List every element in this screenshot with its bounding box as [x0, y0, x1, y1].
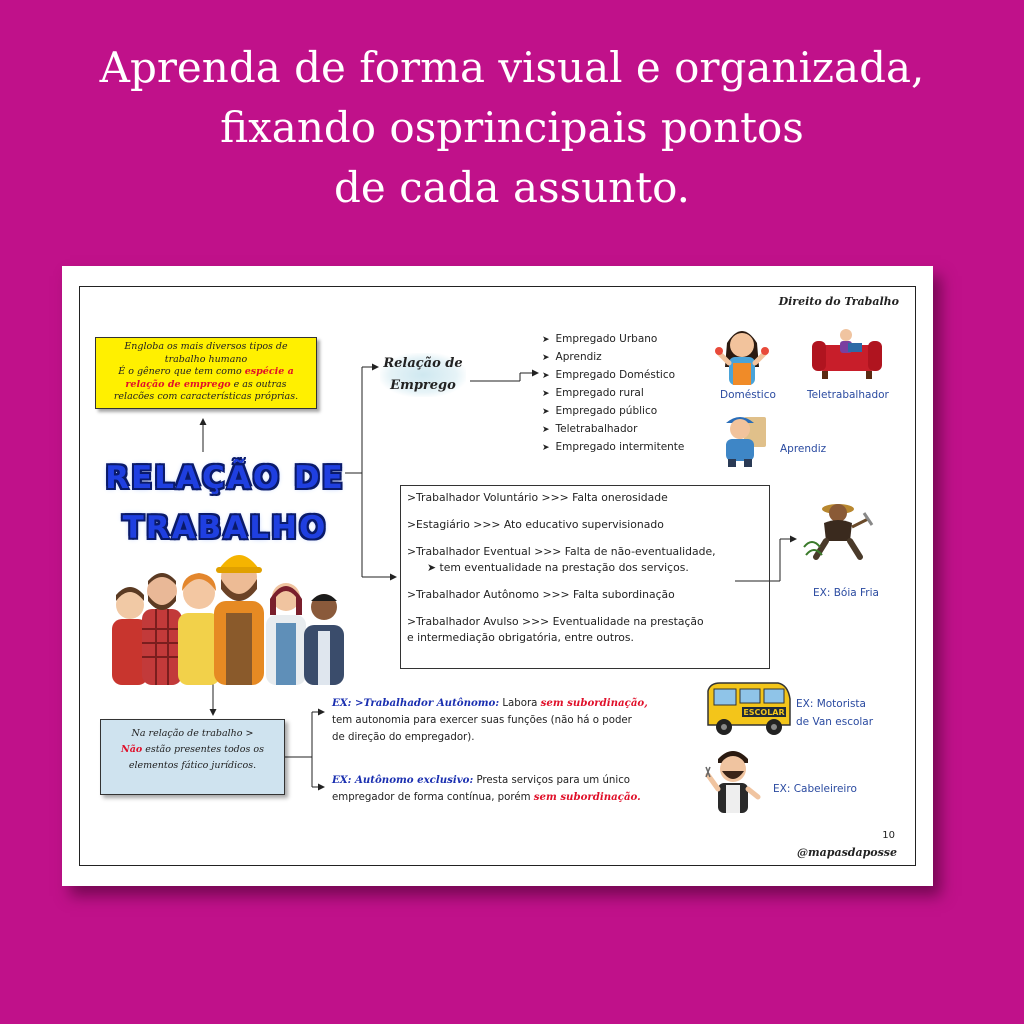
estagiario: >Estagiário >>> Ato educativo supervisionado — [407, 518, 664, 531]
subject-label: Direito do Trabalho — [778, 295, 899, 308]
list-item: ➤ Empregado rural — [542, 385, 684, 403]
definition-line-1: Engloba os mais diversos tipos de — [124, 341, 288, 352]
caption-aprendiz: Aprendiz — [780, 443, 827, 455]
page-number: 10 — [882, 830, 895, 841]
example-2-lead: EX: Autônomo exclusivo: — [332, 774, 474, 786]
school-van-illustration — [702, 679, 794, 741]
definition-box — [95, 337, 317, 409]
trabalhador-autonomo: >Trabalhador Autônomo >>> Falta subordinação — [407, 588, 675, 601]
main-title-line-2: TRABALHO — [122, 510, 328, 546]
example-2-text-b: empregador de forma contínua, porém — [332, 792, 534, 803]
emprego-label-line-1: Relação de — [383, 356, 463, 371]
note-line-3: elementos fático jurídicos. — [128, 760, 257, 771]
definition-line-5: relacões com características próprias. — [113, 391, 299, 402]
teleworker-illustration — [812, 327, 882, 379]
headline-line-1: Aprenda de forma visual e organizada, — [99, 43, 925, 92]
list-item: ➤ Teletrabalhador — [542, 421, 684, 439]
headline-line-3: de cada assunto. — [334, 163, 690, 212]
definition-line-4a: relação de emprego — [125, 378, 231, 390]
caption-boia-fria: EX: Bóia Fria — [813, 587, 879, 599]
trabalhador-eventual: >Trabalhador Eventual >>> Falta de não-eventualidade, — [407, 545, 716, 558]
note-line-2a: Não — [121, 744, 143, 755]
note-line-1: Na relação de trabalho > — [131, 728, 254, 739]
trabalhadores-box — [400, 485, 770, 669]
caption-motorista-line-1: EX: Motorista — [796, 698, 866, 710]
headline — [0, 38, 1024, 218]
eventual-sub-text: tem eventualidade na prestação dos serviços. — [439, 561, 689, 574]
example-2-text-a: Presta serviços para um único — [473, 775, 631, 786]
caption-cabeleireiro: EX: Cabeleireiro — [773, 783, 857, 795]
caption-motorista — [796, 695, 873, 731]
definition-line-2: trabalho humano — [164, 353, 248, 365]
mind-map-page — [79, 286, 916, 866]
arrow-icon: ➤ — [427, 561, 440, 574]
headline-line-2: fixando osprincipais pontos — [220, 103, 804, 152]
example-2-highlight: sem subordinação. — [533, 791, 641, 803]
note-line-2b: estão presentes todos os — [142, 744, 264, 755]
trabalhador-avulso-cont: e intermediação obrigatória, entre outros. — [407, 631, 634, 644]
caption-teletrabalhador: Teletrabalhador — [807, 389, 889, 401]
list-item: ➤ Empregado Urbano — [542, 331, 684, 349]
example-autonomo — [332, 695, 692, 746]
list-item: ➤ Empregado público — [542, 403, 684, 421]
mind-map-card — [62, 266, 933, 886]
van-sign: ESCOLAR — [743, 708, 785, 717]
apprentice-illustration — [714, 409, 768, 467]
list-item: ➤ Empregado intermitente — [542, 439, 684, 457]
example-1-line-2: tem autonomia para exercer suas funções (não há o poder — [332, 715, 632, 726]
definition-line-4b: e as outras — [230, 378, 287, 390]
main-title — [100, 453, 350, 553]
emprego-list — [542, 331, 684, 457]
example-autonomo-exclusivo — [332, 772, 712, 806]
domestic-worker-illustration — [713, 323, 771, 389]
workers-illustration — [98, 539, 360, 685]
caption-domestico: Doméstico — [720, 389, 776, 401]
caption-motorista-line-2: de Van escolar — [796, 716, 874, 728]
author-handle: @mapasdaposse — [796, 846, 897, 859]
trabalhador-voluntario: >Trabalhador Voluntário >>> Falta onerosidade — [407, 491, 668, 504]
example-1-text-a: Labora — [499, 698, 541, 709]
trabalhador-eventual-detail — [427, 560, 763, 576]
example-1-highlight: sem subordinação, — [540, 697, 648, 709]
example-1-lead: EX: >Trabalhador Autônomo: — [332, 697, 500, 709]
list-item: ➤ Empregado Doméstico — [542, 367, 684, 385]
barber-illustration — [704, 745, 762, 817]
farm-worker-illustration — [802, 497, 874, 561]
example-1-line-3: de direção do empregador). — [332, 732, 475, 743]
list-item: ➤ Aprendiz — [542, 349, 684, 367]
trabalhador-avulso: >Trabalhador Avulso >>> Eventualidade na prestação — [407, 615, 704, 628]
note-box — [100, 719, 285, 795]
relacao-de-emprego-label — [380, 353, 466, 397]
definition-line-3b: espécie a — [244, 366, 294, 377]
main-title-line-1: RELAÇÃO DE — [105, 460, 345, 496]
emprego-label-line-2: Emprego — [390, 378, 456, 393]
definition-line-3a: É o gênero que tem como — [118, 366, 245, 377]
